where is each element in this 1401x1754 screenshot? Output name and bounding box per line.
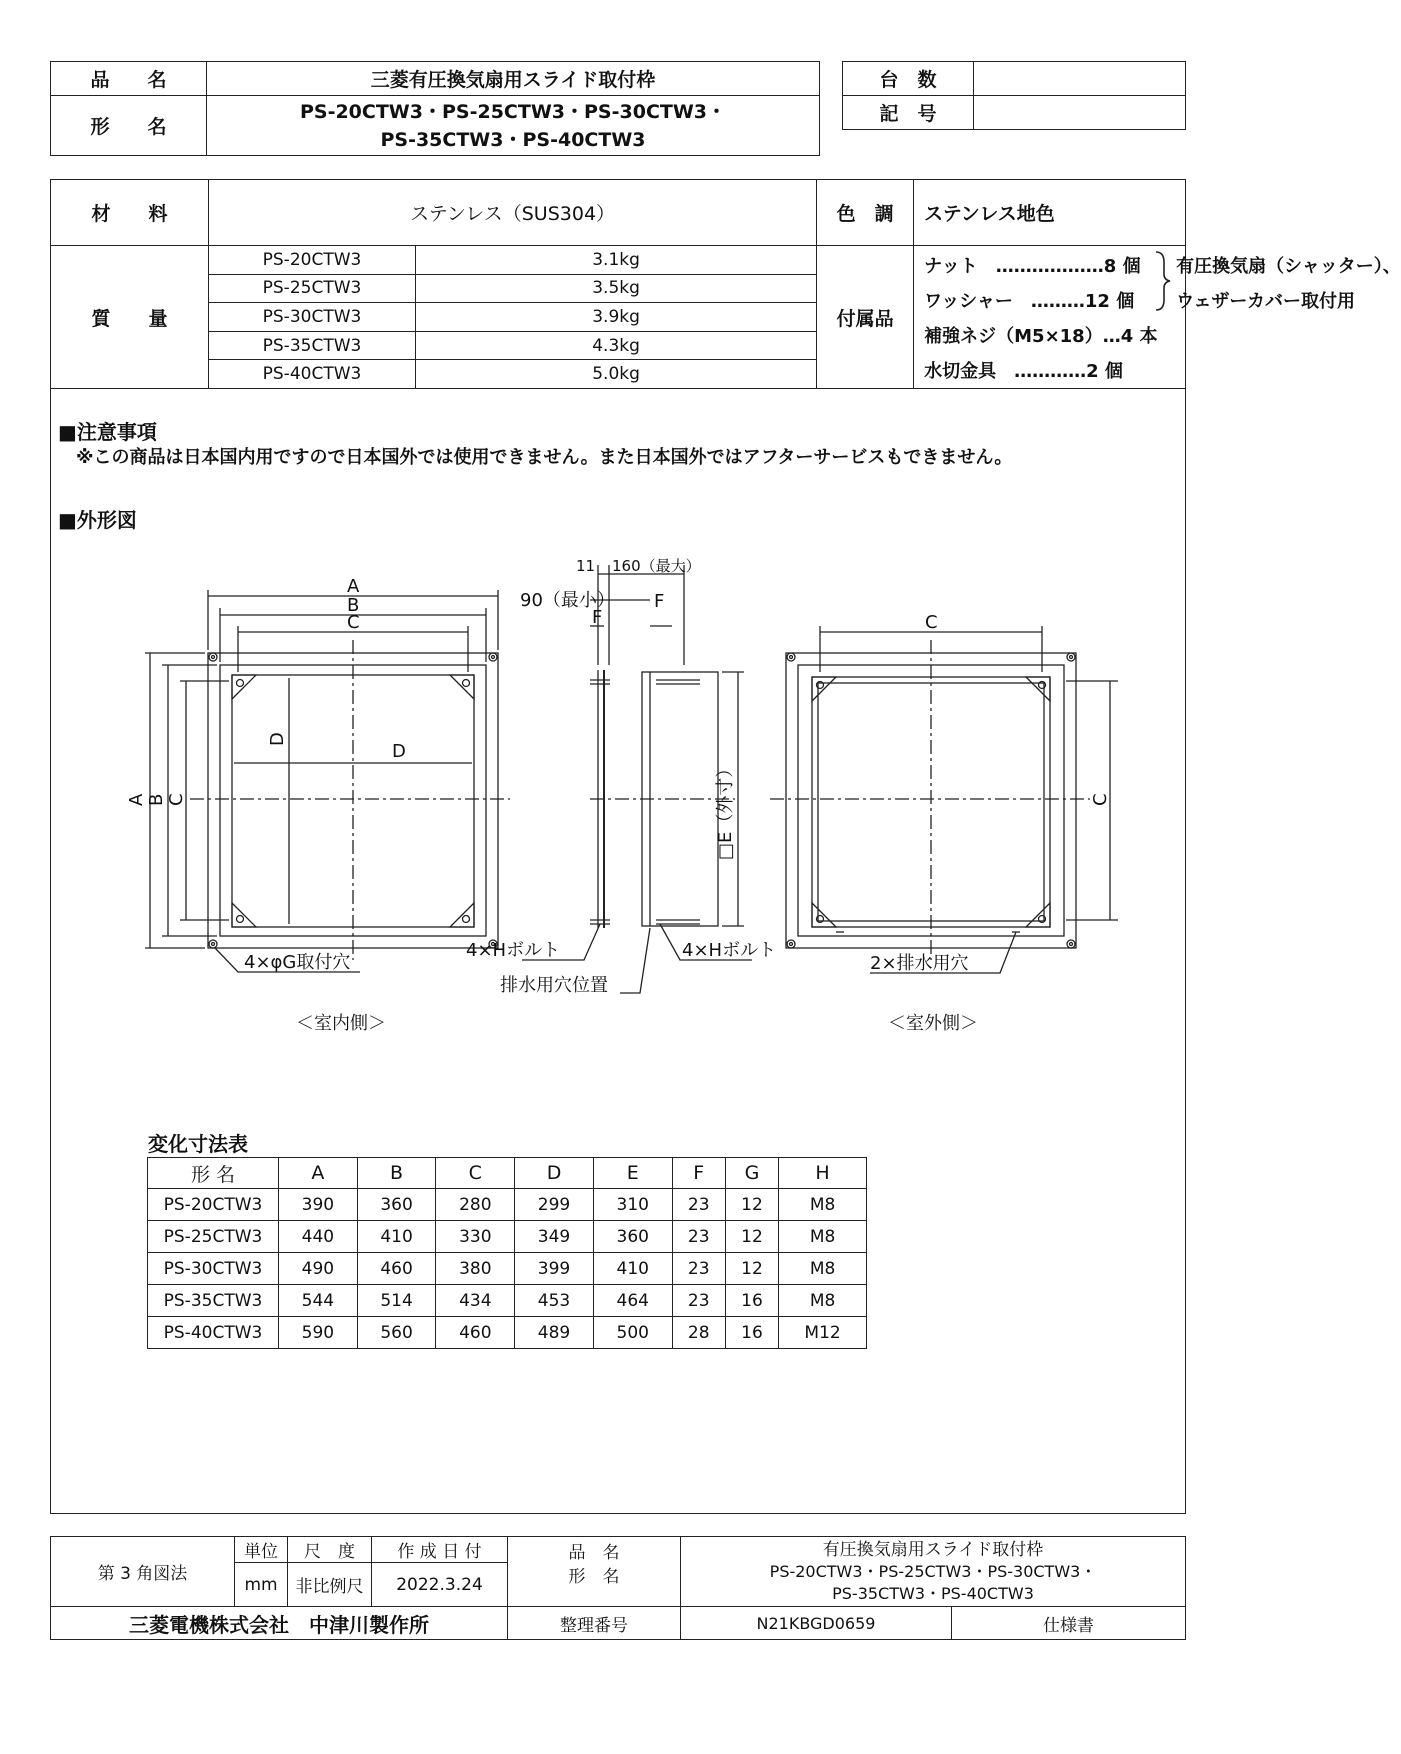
katamei-label: 形 名: [51, 96, 207, 156]
dim-cell: 514: [357, 1285, 436, 1317]
outline-drawing: [0, 557, 1240, 1040]
dim-cell: PS-40CTW3: [148, 1317, 279, 1349]
dim-cell: 590: [279, 1317, 358, 1349]
dim-cell: 453: [515, 1285, 594, 1317]
dim-f-left: F: [592, 607, 603, 628]
dim-header-e: E: [593, 1158, 672, 1189]
date-label: 作 成 日 付: [372, 1537, 508, 1563]
color-label: 色 調: [817, 180, 914, 246]
accessory-note-2: ウェザーカバー取付用: [1176, 291, 1356, 312]
notes-heading: ■注意事項: [58, 420, 157, 444]
dim-cell: 464: [593, 1285, 672, 1317]
dim-cell: 440: [279, 1221, 358, 1253]
dim-cell: PS-25CTW3: [148, 1221, 279, 1253]
mass-model-2: PS-30CTW3: [209, 303, 416, 332]
dim-cell: 16: [725, 1285, 778, 1317]
mass-label: 質 量: [51, 246, 209, 389]
accessory-note-1: 有圧換気扇（シャッター）、: [1176, 256, 1401, 277]
dim-cell: 28: [672, 1317, 725, 1349]
daisu-label: 台 数: [843, 62, 974, 96]
accessory-0: ナット ………………8 個: [924, 256, 1141, 277]
dim-header-c: C: [436, 1158, 515, 1189]
dim-cell: M12: [779, 1317, 867, 1349]
katamei-line2: PS-35CTW3・PS-40CTW3: [380, 128, 646, 151]
dim-cell: 299: [515, 1189, 594, 1221]
dim-cell: 349: [515, 1221, 594, 1253]
material-label: 材 料: [51, 180, 209, 246]
dim-table-title: 変化寸法表: [148, 1132, 248, 1156]
dim-label-c-top: C: [347, 612, 360, 633]
dim-cell: 560: [357, 1317, 436, 1349]
table-row: [148, 1253, 867, 1285]
accessory-2: 補強ネジ（M5×18）…4 本: [924, 326, 1158, 347]
katamei-value: [207, 96, 820, 156]
dim-cell: M8: [779, 1189, 867, 1221]
dim-cell: 23: [672, 1221, 725, 1253]
mass-model-4: PS-40CTW3: [209, 360, 416, 389]
title-block: [50, 1536, 1186, 1640]
dim-cell: 410: [357, 1221, 436, 1253]
date-value: 2022.3.24: [372, 1563, 508, 1607]
scale-label: 尺 度: [288, 1537, 372, 1563]
count-table: [842, 61, 1186, 130]
dim-label-c-outdoor-right: C: [1090, 793, 1111, 806]
dim-cell: 12: [725, 1189, 778, 1221]
dim-11: 11: [576, 557, 596, 575]
daisu-value: [974, 62, 1186, 96]
unit-value: mm: [235, 1563, 288, 1607]
dim-90: 90（最小）: [520, 590, 615, 611]
ref-value: N21KBGD0659: [681, 1607, 952, 1640]
name-label-2: 形 名: [568, 1567, 620, 1587]
dim-label-a-left: A: [126, 793, 147, 806]
katamei-line1: PS-20CTW3・PS-25CTW3・PS-30CTW3・: [299, 100, 727, 123]
projection-method: 第 3 角図法: [51, 1537, 235, 1607]
name-label-1: 品 名: [568, 1543, 620, 1563]
bolt-label-left: 4×Hボルト: [466, 940, 561, 961]
kigo-label: 記 号: [843, 96, 974, 130]
dim-label-d-vertical: D: [267, 732, 288, 746]
dim-cell: 500: [593, 1317, 672, 1349]
name-labels: [508, 1537, 681, 1607]
color-value: ステンレス地色: [914, 180, 1186, 246]
hinmei-value: 三菱有圧換気扇用スライド取付枠: [207, 62, 820, 96]
dim-header-f: F: [672, 1158, 725, 1189]
dim-cell: 12: [725, 1221, 778, 1253]
mass-model-0: PS-20CTW3: [209, 246, 416, 275]
bolt-label-right: 4×Hボルト: [682, 940, 777, 961]
dim-cell: 399: [515, 1253, 594, 1285]
unit-label: 単位: [235, 1537, 288, 1563]
dim-header-g: G: [725, 1158, 778, 1189]
table-row: [148, 1285, 867, 1317]
dim-label-d-horizontal: D: [392, 741, 406, 762]
dim-cell: 489: [515, 1317, 594, 1349]
dim-cell: 310: [593, 1189, 672, 1221]
dim-cell: 23: [672, 1285, 725, 1317]
dim-header-model: 形 名: [148, 1158, 279, 1189]
dim-cell: 434: [436, 1285, 515, 1317]
ref-label: 整理番号: [508, 1607, 681, 1640]
mass-model-3: PS-35CTW3: [209, 331, 416, 360]
mass-value-0: 3.1kg: [416, 246, 817, 275]
dim-label-b-left: B: [146, 793, 167, 806]
accessory-cell: [914, 246, 1401, 389]
dim-cell: 360: [357, 1189, 436, 1221]
dim-cell: 16: [725, 1317, 778, 1349]
dim-f-right: F: [654, 591, 665, 612]
table-row: [148, 1189, 867, 1221]
dim-cell: 23: [672, 1189, 725, 1221]
company-name: 三菱電機株式会社 中津川製作所: [51, 1607, 508, 1640]
dim-cell: M8: [779, 1285, 867, 1317]
table-row: [148, 1317, 867, 1349]
dim-label-b-top: B: [347, 595, 360, 616]
notes-text: ※この商品は日本国内用ですので日本国外では使用できません。また日本国外ではアフターサービスもできません。: [76, 447, 1013, 468]
table-row: [148, 1221, 867, 1253]
mass-value-2: 3.9kg: [416, 303, 817, 332]
dim-cell: 12: [725, 1253, 778, 1285]
dim-cell: 280: [436, 1189, 515, 1221]
drain-hole-label: 2×排水用穴: [870, 953, 969, 974]
dim-cell: 410: [593, 1253, 672, 1285]
dim-label-c-left: C: [166, 793, 187, 806]
dim-cell: 360: [593, 1221, 672, 1253]
dim-cell: 490: [279, 1253, 358, 1285]
dim-header-a: A: [279, 1158, 358, 1189]
dim-cell: 544: [279, 1285, 358, 1317]
kigo-value: [974, 96, 1186, 130]
dim-label-e: □E（外寸）: [715, 759, 736, 860]
dim-cell: 330: [436, 1221, 515, 1253]
drain-position-label: 排水用穴位置: [500, 975, 608, 996]
footer-models-line2: PS-35CTW3・PS-40CTW3: [832, 1583, 1034, 1603]
hinmei-label: 品 名: [51, 62, 207, 96]
dim-label-a-top: A: [347, 576, 360, 597]
mass-value-3: 4.3kg: [416, 331, 817, 360]
accessory-3: 水切金具 …………2 個: [924, 361, 1123, 382]
hole-label: 4×φG取付穴: [244, 952, 351, 973]
dim-header-d: D: [515, 1158, 594, 1189]
dim-table: [147, 1157, 867, 1349]
dim-cell: PS-30CTW3: [148, 1253, 279, 1285]
dim-cell: 460: [357, 1253, 436, 1285]
mass-value-1: 3.5kg: [416, 274, 817, 303]
dim-header-b: B: [357, 1158, 436, 1189]
drawing-heading: ■外形図: [58, 508, 137, 532]
dim-cell: 23: [672, 1253, 725, 1285]
dim-cell: PS-20CTW3: [148, 1189, 279, 1221]
indoor-caption: ＜室内側＞: [296, 1013, 386, 1034]
footer-models-line1: PS-20CTW3・PS-25CTW3・PS-30CTW3・: [769, 1561, 1097, 1581]
header-table: [50, 61, 820, 156]
dim-cell: M8: [779, 1253, 867, 1285]
brace-icon: [1152, 250, 1172, 312]
dim-cell: PS-35CTW3: [148, 1285, 279, 1317]
dim-cell: 380: [436, 1253, 515, 1285]
outdoor-caption: ＜室外側＞: [888, 1013, 978, 1034]
spec-table: [50, 179, 1401, 389]
dim-label-c-outdoor-top: C: [925, 612, 938, 633]
product-block: [681, 1537, 1186, 1607]
accessory-1: ワッシャー ………12 個: [924, 291, 1135, 312]
scale-value: 非比例尺: [288, 1563, 372, 1607]
dim-160: 160（最大）: [612, 557, 701, 575]
dim-cell: M8: [779, 1221, 867, 1253]
dim-cell: 390: [279, 1189, 358, 1221]
dim-header-h: H: [779, 1158, 867, 1189]
mass-value-4: 5.0kg: [416, 360, 817, 389]
accessory-label: 付属品: [817, 246, 914, 389]
mass-model-1: PS-25CTW3: [209, 274, 416, 303]
material-value: ステンレス（SUS304）: [209, 180, 817, 246]
dim-cell: 460: [436, 1317, 515, 1349]
doc-type: 仕様書: [952, 1607, 1186, 1640]
footer-product-name: 有圧換気扇用スライド取付枠: [822, 1539, 1044, 1560]
